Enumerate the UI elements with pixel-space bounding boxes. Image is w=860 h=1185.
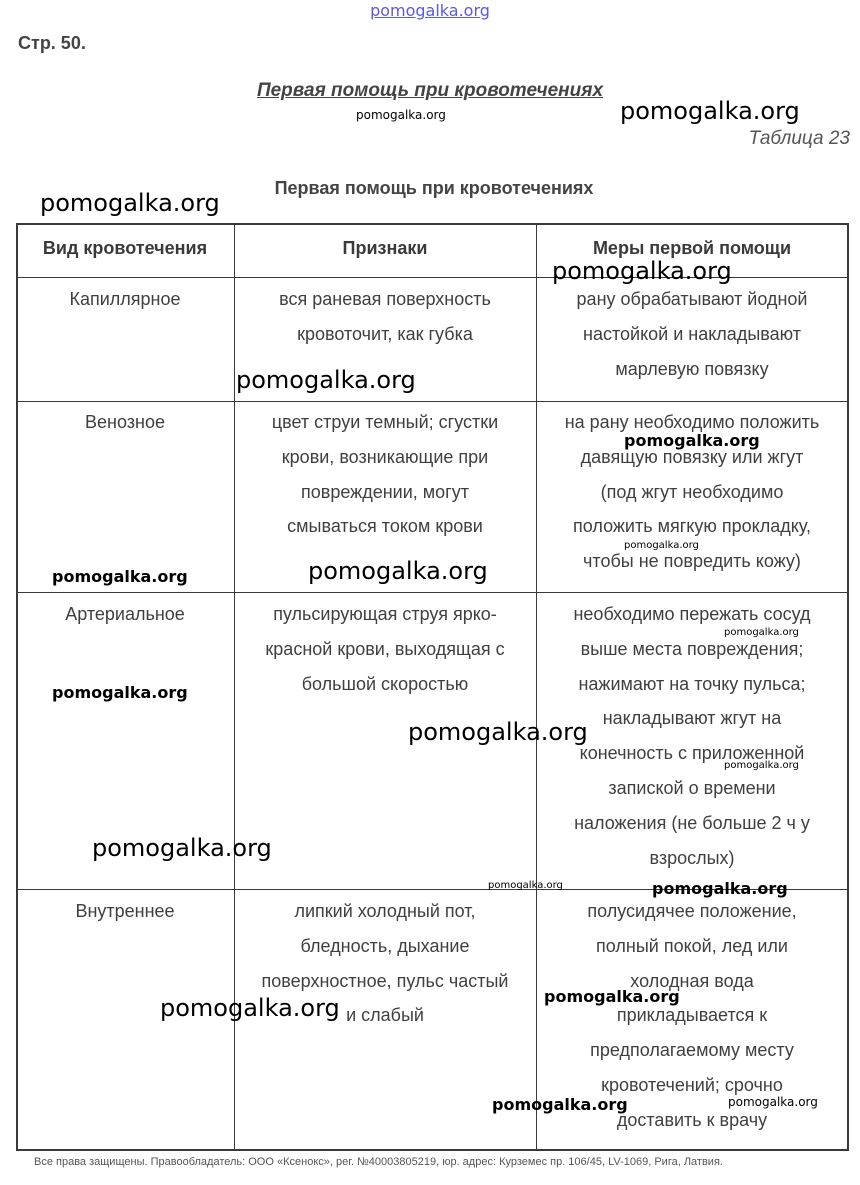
table-cell-type: Капиллярное bbox=[69, 289, 181, 309]
watermark: pomogalka.org bbox=[620, 97, 800, 125]
page-number: Стр. 50. bbox=[18, 33, 86, 53]
watermark: pomogalka.org bbox=[624, 540, 699, 551]
watermark: pomogalka.org bbox=[92, 834, 272, 862]
table-cell-type: Венозное bbox=[85, 412, 165, 432]
table-cell-type: Артериальное bbox=[65, 604, 185, 624]
watermark: pomogalka.org bbox=[52, 567, 188, 586]
table-border-top bbox=[16, 223, 848, 225]
watermark: pomogalka.org bbox=[492, 1095, 628, 1114]
table-header-aid: Меры первой помощи bbox=[592, 238, 792, 258]
table-cell-signs bbox=[234, 405, 536, 544]
text-line: взрослых) bbox=[649, 847, 735, 868]
text-line: и слабый bbox=[346, 1005, 424, 1026]
table-cell-signs bbox=[234, 597, 536, 701]
watermark: pomogalka.org bbox=[160, 994, 340, 1022]
page-title: Первая помощь при кровотечениях bbox=[256, 80, 604, 101]
watermark: pomogalka.org bbox=[652, 879, 788, 898]
text-line: полусидячее положение, bbox=[587, 901, 797, 921]
watermark: pomogalka.org bbox=[356, 108, 446, 122]
text-line: большой скоростью bbox=[301, 673, 469, 694]
table-cell-aid bbox=[536, 282, 848, 386]
copyright-footer: Все права защищены. Правообладатель: ООО «Ксенокс», рег. №40003805219, юр. адрес: Курземес пр. 106/45, LV-1069, Рига, Латвия. bbox=[34, 1156, 723, 1168]
text-line: наложения (не больше 2 ч у bbox=[574, 812, 810, 833]
watermark: pomogalka.org bbox=[236, 366, 416, 394]
text-line: вся раневая поверхность bbox=[279, 289, 491, 309]
text-line: крови, возникающие при bbox=[281, 446, 489, 467]
text-line: прикладывается к bbox=[616, 1005, 768, 1026]
text-line: выше места повреждения; bbox=[580, 638, 804, 659]
table-label: Таблица 23 bbox=[748, 128, 850, 149]
watermark: pomogalka.org bbox=[624, 431, 760, 450]
site-link[interactable]: pomogalka.org bbox=[370, 1, 490, 20]
watermark: pomogalka.org bbox=[724, 627, 799, 638]
text-line: чтобы не повредить кожу) bbox=[583, 551, 801, 572]
watermark: pomogalka.org bbox=[544, 987, 680, 1006]
text-line: кровоточит, как губка bbox=[297, 323, 473, 344]
table-cell-type: Внутреннее bbox=[75, 901, 175, 921]
text-line: на рану необходимо положить bbox=[564, 412, 820, 432]
table-border-bottom bbox=[16, 1149, 848, 1151]
table-divider bbox=[16, 401, 848, 402]
watermark: pomogalka.org bbox=[552, 257, 732, 285]
text-line: красной крови, выходящая с bbox=[265, 638, 505, 659]
table-header-type: Вид кровотечения bbox=[42, 238, 208, 258]
table-border-left bbox=[16, 223, 18, 1151]
text-line: марлевую повязку bbox=[615, 358, 769, 379]
watermark: pomogalka.org bbox=[728, 1095, 818, 1109]
table-header-signs: Признаки bbox=[342, 238, 428, 258]
text-line: рану обрабатывают йодной bbox=[576, 289, 808, 309]
watermark: pomogalka.org bbox=[408, 718, 588, 746]
text-line: холодная вода bbox=[630, 970, 754, 991]
text-line: кровотечений; срочно bbox=[601, 1074, 783, 1095]
watermark: pomogalka.org bbox=[40, 189, 220, 217]
watermark: pomogalka.org bbox=[488, 880, 563, 891]
text-line: настойкой и накладывают bbox=[583, 323, 801, 344]
text-line: давящую повязку или жгут bbox=[580, 446, 804, 467]
table-divider bbox=[16, 592, 848, 593]
text-line: положить мягкую прокладку, bbox=[573, 516, 811, 537]
text-line: (под жгут необходимо bbox=[600, 481, 784, 502]
table-title: Первая помощь при кровотечениях bbox=[274, 178, 594, 198]
text-line: доставить к врачу bbox=[616, 1109, 768, 1130]
text-line: конечность с приложенной bbox=[579, 743, 805, 764]
watermark: pomogalka.org bbox=[724, 760, 799, 771]
text-line: накладывают жгут на bbox=[602, 708, 782, 729]
text-line: пульсирующая струя ярко- bbox=[273, 604, 497, 624]
text-line: необходимо пережать сосуд bbox=[573, 604, 811, 624]
text-line: бледность, дыхание bbox=[300, 935, 470, 956]
text-line: цвет струи темный; сгустки bbox=[271, 412, 499, 432]
text-line: нажимают на точку пульса; bbox=[578, 673, 806, 694]
text-line: повреждении, могут bbox=[301, 481, 469, 502]
watermark: pomogalka.org bbox=[308, 557, 488, 585]
text-line: смываться током крови bbox=[287, 516, 483, 537]
watermark: pomogalka.org bbox=[52, 683, 188, 702]
text-line: поверхностное, пульс частый bbox=[261, 970, 509, 991]
text-line: запиской о времени bbox=[608, 777, 776, 798]
table-cell-signs bbox=[234, 282, 536, 352]
text-line: липкий холодный пот, bbox=[294, 901, 476, 921]
text-line: полный покой, лед или bbox=[596, 935, 788, 956]
text-line: предполагаемому месту bbox=[590, 1040, 794, 1061]
